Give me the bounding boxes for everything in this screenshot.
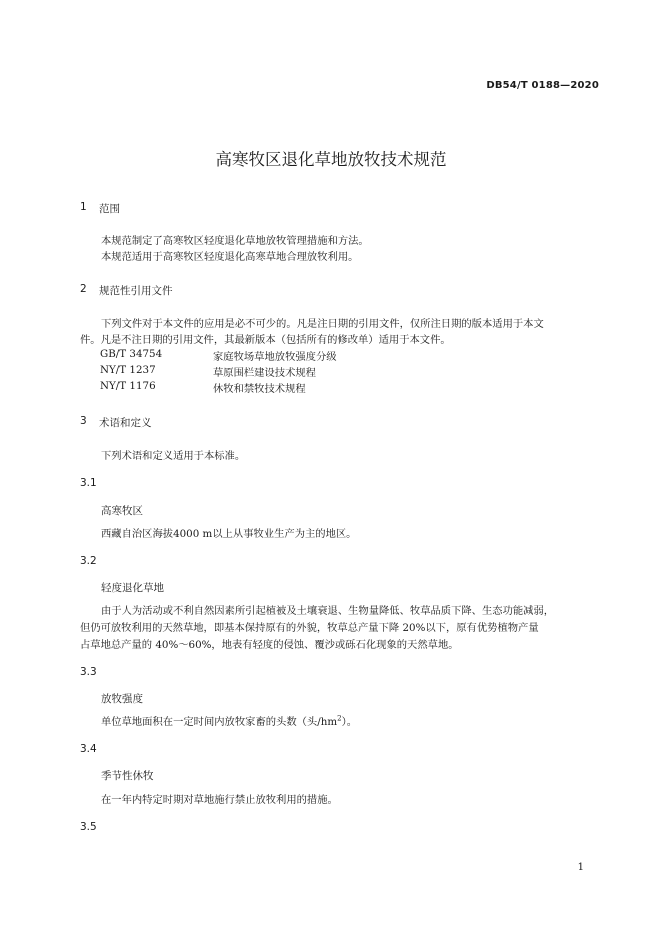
document-title: 高寒牧区退化草地放牧技术规范 [215, 150, 447, 169]
term-name: 轻度退化草地 [101, 582, 164, 594]
section-title: 范围 [99, 203, 120, 215]
section-title: 规范性引用文件 [99, 285, 173, 297]
ref-title: 休牧和禁牧技术规程 [213, 383, 306, 395]
section-1-heading [80, 201, 280, 215]
section-number: 3 [80, 415, 87, 427]
term-number: 3.5 [80, 821, 97, 833]
definition-text-end: ）。 [341, 716, 358, 728]
refs-intro-line-2: 件。凡是不注日期的引用文件，其最新版本（包括所有的修改单）适用于本文件。 [80, 334, 451, 346]
ref-title: 家庭牧场草地放牧强度分级 [213, 351, 337, 363]
term-number: 3.2 [80, 555, 97, 567]
scope-line-2: 本规范适用于高寒牧区轻度退化高寒草地合理放牧利用。 [101, 251, 359, 263]
term-definition-line-2: 但仍可放牧利用的天然草地，即基本保持原有的外貌，牧草总产量下降 20%以下，原有优势植物产量 [80, 622, 539, 634]
definition-text: 单位草地面积在一定时间内放牧家畜的头数（头/hm [101, 716, 338, 728]
section-2-heading [80, 283, 330, 297]
term-number: 3.3 [80, 666, 97, 678]
term-number: 3.4 [80, 743, 97, 755]
term-definition-line-1: 由于人为活动或不利自然因素所引起植被及土壤衰退、生物量降低、牧草品质下降、生态功能减弱， [101, 605, 555, 617]
terms-intro: 下列术语和定义适用于本标准。 [101, 450, 246, 462]
term-name: 放牧强度 [101, 693, 143, 705]
ref-title: 草原围栏建设技术规程 [213, 367, 316, 379]
section-number: 2 [80, 283, 87, 295]
ref-code: GB/T 34754 [100, 348, 163, 360]
term-name: 季节性休牧 [101, 770, 154, 782]
refs-intro-line-1: 下列文件对于本文件的应用是必不可少的。凡是注日期的引用文件，仅所注日期的版本适用于本文 [101, 318, 544, 330]
term-definition: 西藏自治区海拔4000 m以上从事牧业生产为主的地区。 [101, 528, 357, 540]
term-name: 高寒牧区 [101, 505, 143, 517]
page-number: 1 [577, 862, 584, 873]
term-number: 3.1 [80, 477, 97, 489]
section-number: 1 [80, 201, 87, 213]
ref-code: NY/T 1176 [100, 380, 156, 392]
section-3-heading [80, 415, 330, 429]
term-definition [101, 714, 357, 731]
scope-line-1: 本规范制定了高寒牧区轻度退化草地放牧管理措施和方法。 [101, 235, 369, 247]
document-code: DB54/T 0188—2020 [486, 80, 599, 91]
section-title: 术语和定义 [99, 417, 152, 429]
ref-code: NY/T 1237 [100, 364, 156, 376]
term-definition: 在一年内特定时期对草地施行禁止放牧利用的措施。 [101, 794, 338, 806]
superscript-exponent: 2 [337, 714, 342, 723]
term-definition-line-3: 占草地总产量的 40%～60%，地表有轻度的侵蚀、覆沙或砾石化现象的天然草地。 [80, 639, 459, 651]
